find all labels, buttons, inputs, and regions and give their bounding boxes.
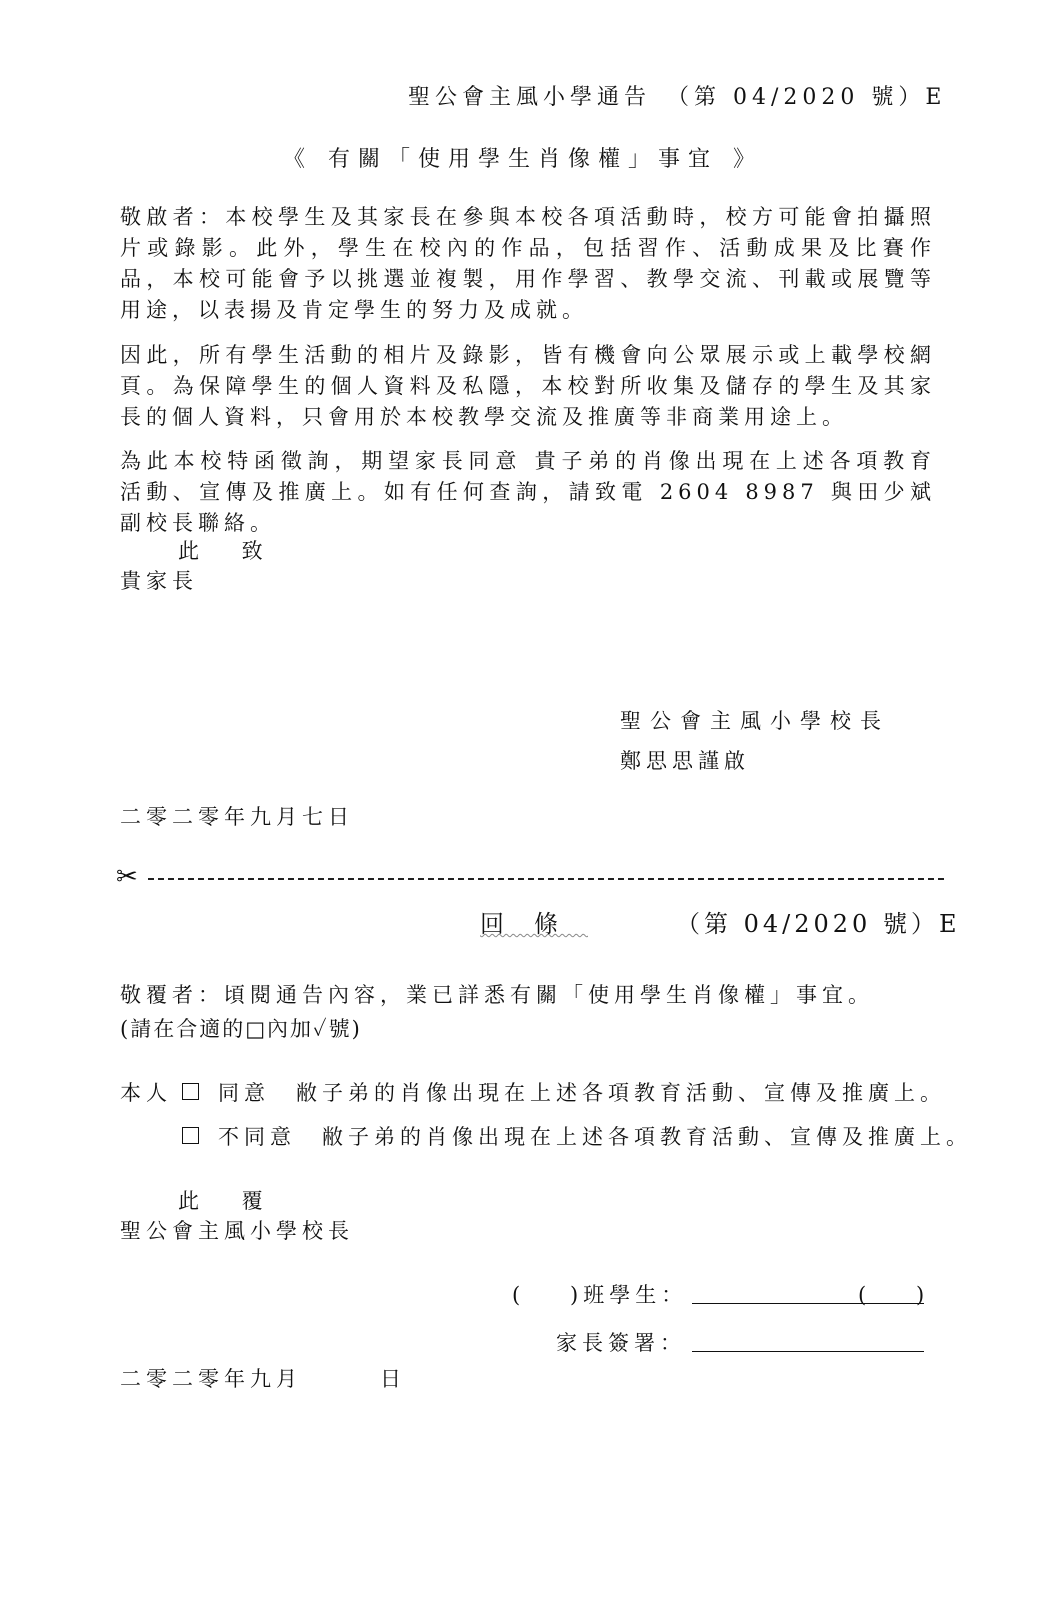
salutation-recipient: 貴家長 [120,569,198,593]
option-disagree-label: 不同意 敝子弟的肖像出現在上述各項教育活動、宣傳及推廣上。 [218,1125,972,1149]
notice-paragraph-1: 敬啟者：本校學生及其家長在參與本校各項活動時，校方可能會拍攝照片或錄影。此外，學生在校內的作品，包括習作、活動成果及比賽作品，本校可能會予以挑選並複製，用作學習、教學交流、刊載或展覽等用途，以表揚及肯定學生的努力及成就。 [120,205,936,322]
parent-signature-field[interactable] [692,1351,924,1352]
class-open-paren: ( [512,1283,521,1307]
reply-recipient: 聖公會主風小學校長 [120,1219,354,1243]
reply-title: 回條 [480,910,588,938]
reply-intro: 敬覆者：頃閱通告內容，業已詳悉有關「使用學生肖像權」事宜。 [120,983,874,1007]
reply-number: （第 04/2020 號）E [676,910,961,938]
signer-name: 鄭思思謹啟 [620,749,750,773]
option-agree-label: 同意 敝子弟的肖像出現在上述各項教育活動、宣傳及推廣上。 [218,1081,946,1105]
scissors-icon: ✂ [116,862,138,892]
notice-paragraph-2: 因此，所有學生活動的相片及錄影，皆有機會向公眾展示或上載學校網頁。為保障學生的個人資料及私隱，本校對所收集及儲存的學生及其家長的個人資料，只會用於本校教學交流及推廣等非商業用途上。 [120,343,936,429]
disagree-checkbox[interactable] [182,1127,199,1144]
reply-instruction: (請在合適的□內加✓號) [120,1017,362,1041]
student-no-close-paren: ) [916,1283,925,1307]
reply-date: 二零二零年九月 日 [120,1367,406,1391]
signer-title: 聖公會主風小學校長 [620,709,890,733]
reply-closing-line: 此 覆 [178,1189,268,1213]
agree-checkbox[interactable] [182,1083,199,1100]
notice-date: 二零二零年九月七日 [120,805,354,829]
student-name-field[interactable] [692,1303,924,1304]
parent-signature-label: 家長簽署： [556,1331,686,1355]
cut-dashed-line [148,878,944,880]
class-student-label: )班學生： [570,1283,688,1307]
notice-header: 聖公會主風小學通告 （第 04/2020 號）E [408,85,947,110]
salutation-line: 此 致 [178,539,268,563]
notice-title: 《 有關「使用學生肖像權」事宜 》 [283,147,763,172]
student-no-open-paren: ( [858,1283,867,1307]
self-label: 本人 [120,1081,172,1105]
notice-paragraph-3: 為此本校特函徵詢，期望家長同意 貴子弟的肖像出現在上述各項教育活動、宣傳及推廣上。如有任何查詢，請致電 2604 8987 與田少斌副校長聯絡。 [120,449,936,535]
